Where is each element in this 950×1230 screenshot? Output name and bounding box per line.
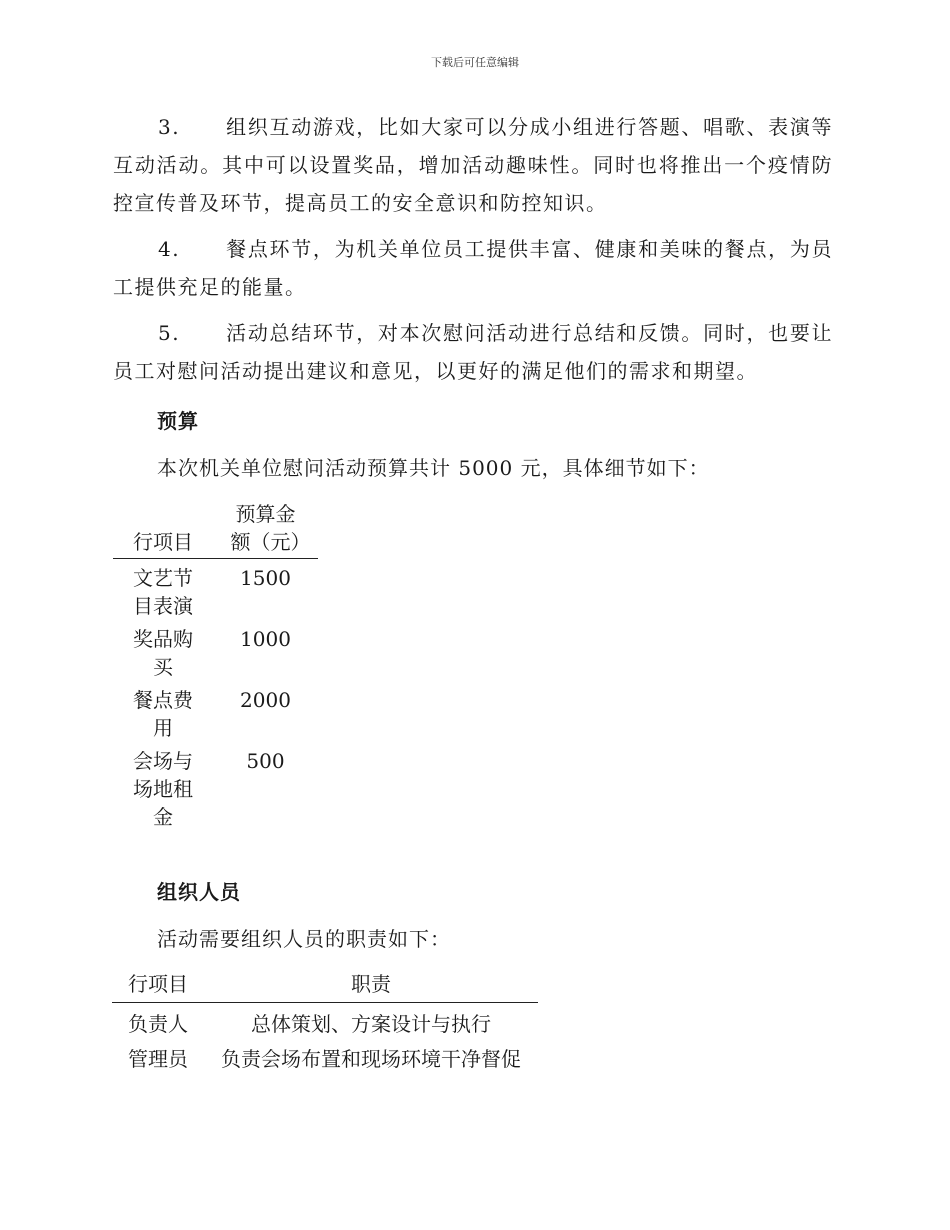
table-row (113, 742, 318, 831)
list-item-text: 组织互动游戏，比如大家可以分成小组进行答题、唱歌、表演等互动活动。其中可以设置奖品，增加活动趣味性。同时也将推出一个疫情防控宣传普及环节，提高员工的安全意识和防控知识。 (113, 115, 833, 215)
list-item (113, 314, 833, 390)
list-item-number: 4. (158, 237, 181, 261)
budget-amount: 500 (246, 749, 285, 773)
budget-intro: 本次机关单位慰问活动预算共计 5000 元，具体细节如下： (157, 456, 710, 480)
budget-item: 文艺节目表演 (133, 566, 193, 618)
budget-amount: 1000 (240, 627, 291, 651)
staff-duty: 总体策划、方案设计与执行 (251, 1012, 491, 1036)
budget-item: 会场与场地租金 (133, 749, 193, 829)
staff-role: 负责人 (128, 1012, 188, 1036)
page-header: 下载后可任意编辑 (431, 56, 519, 69)
budget-table (113, 500, 318, 831)
column-header-item: 行项目 (113, 500, 213, 559)
staff-role: 管理员 (128, 1047, 188, 1071)
budget-item: 奖品购买 (133, 627, 193, 679)
budget-heading: 预算 (157, 409, 199, 433)
table-header-row (113, 500, 318, 559)
staff-heading: 组织人员 (157, 880, 241, 904)
table-row (112, 1003, 538, 1039)
budget-item: 餐点费用 (133, 688, 193, 740)
column-header-duty: 职责 (204, 970, 538, 1003)
table-row (113, 559, 318, 621)
table-row (113, 681, 318, 742)
list-item-number: 3. (158, 115, 181, 139)
budget-amount: 2000 (240, 688, 291, 712)
table-row (113, 620, 318, 681)
staff-duty: 负责会场布置和现场环境干净督促 (221, 1047, 521, 1071)
list-item-number: 5. (158, 321, 181, 345)
list-item (113, 108, 833, 222)
table-row (112, 1038, 538, 1073)
budget-amount: 1500 (240, 566, 291, 590)
table-header-row (112, 970, 538, 1003)
staff-table (112, 970, 538, 1073)
column-header-amount: 预算金额（元） (213, 500, 318, 559)
list-item-text: 活动总结环节，对本次慰问活动进行总结和反馈。同时，也要让员工对慰问活动提出建议和意见，以更好的满足他们的需求和期望。 (113, 321, 833, 383)
staff-intro: 活动需要组织人员的职责如下： (157, 927, 451, 951)
list-item (113, 230, 833, 306)
column-header-item: 行项目 (112, 970, 204, 1003)
list-item-text: 餐点环节，为机关单位员工提供丰富、健康和美味的餐点，为员工提供充足的能量。 (113, 237, 833, 299)
